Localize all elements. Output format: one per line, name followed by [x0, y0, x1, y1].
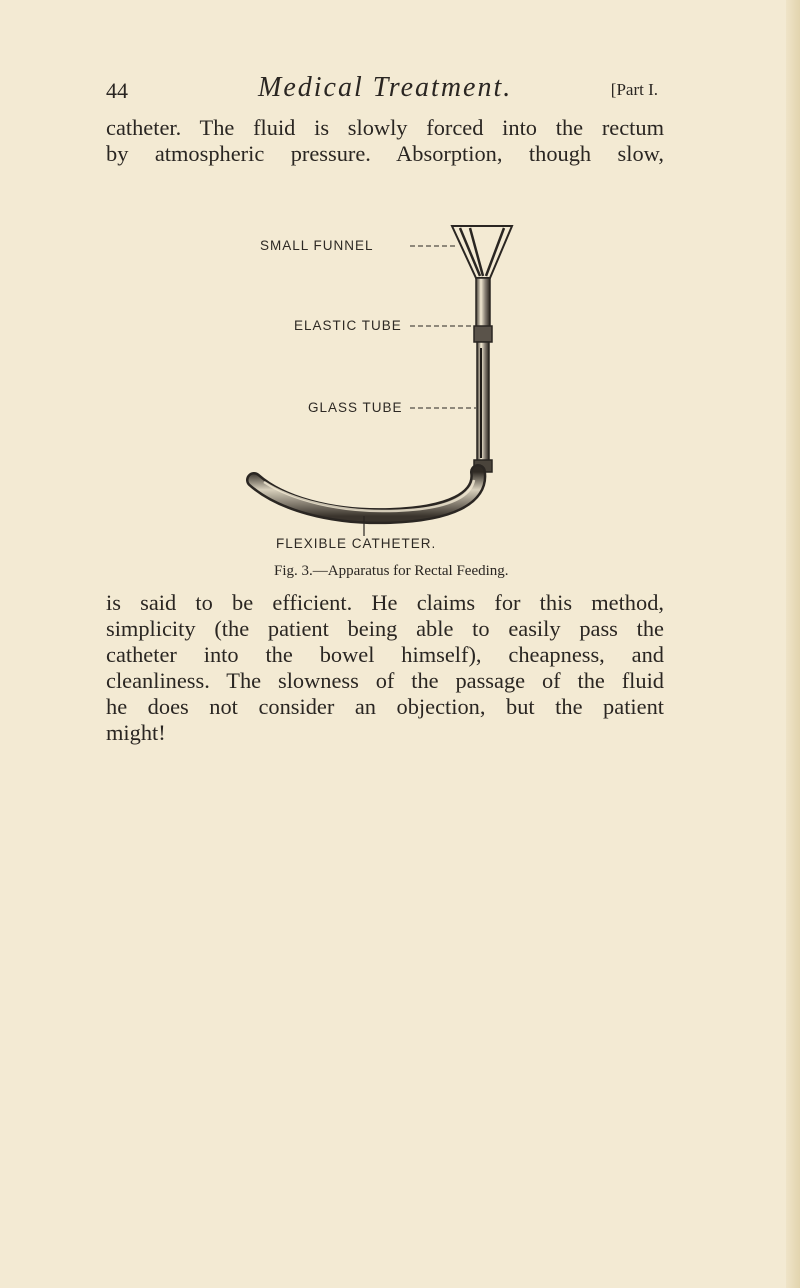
figure-caption: Fig. 3.—Apparatus for Rectal Feeding. [274, 563, 509, 579]
running-title: Medical Treatment. [258, 72, 513, 103]
apparatus-illustration [220, 218, 520, 548]
paragraph-top [106, 115, 664, 167]
text-line: might! [106, 720, 166, 745]
part-label: [Part I. [610, 80, 658, 99]
label-elastic-tube: ELASTIC TUBE [294, 318, 402, 333]
text-line: is said to be efficient. He claims for this method, [106, 590, 664, 615]
text-line: he does not consider an objection, but the patient [106, 694, 664, 719]
label-glass-tube: GLASS TUBE [308, 400, 403, 415]
elastic-tube-shape [476, 278, 490, 328]
text-line: catheter into the bowel himself), cheapness, and [106, 642, 664, 667]
apparatus-figure [220, 218, 520, 551]
label-flexible-catheter: FLEXIBLE CATHETER. [276, 536, 437, 551]
text-line: simplicity (the patient being able to easily pass the [106, 616, 664, 641]
text-line: cleanliness. The slowness of the passage of the fluid [106, 668, 664, 693]
page-number: 44 [106, 78, 128, 103]
page-edge [786, 0, 800, 1288]
page-header [106, 72, 658, 108]
paragraph-bottom [106, 590, 664, 746]
glass-tube-shape [477, 342, 489, 462]
label-small-funnel: SMALL FUNNEL [260, 238, 374, 253]
text-line: by atmospheric pressure. Absorption, though slow, [106, 141, 664, 166]
text-line: catheter. The fluid is slowly forced into the rectum [106, 115, 664, 140]
